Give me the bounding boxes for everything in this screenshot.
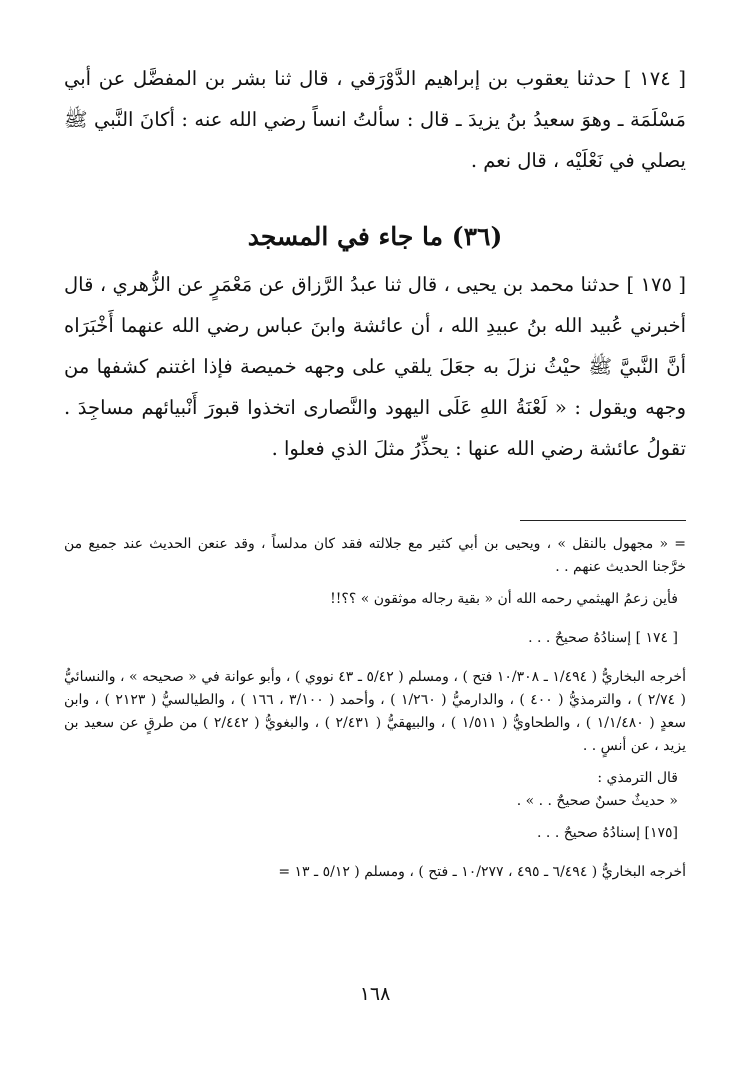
footnote-tirmidhi-label: قال الترمذي : xyxy=(597,770,678,786)
footnote-isnad-174: [ ١٧٤ ] إسنادُهُ صحيحٌ . . . xyxy=(528,630,678,646)
page-number: ١٦٨ xyxy=(359,983,391,1005)
footnote-takhrij-174: أخرجه البخاريُّ ( ١/٤٩٤ ـ ١٠/٣٠٨ فتح ) ، ومسلم ( ٥/٤٢ ـ ٤٣ نووي ) ، وأبو عوانة في « صحيحه » ، والنسائيُّ ( ٢/٧٤ ) ، والترمذيُّ ( ٤٠٠ ) ، والدارميُّ ( ١/٢٦٠ ) ، وأحمد ( ٣/١٠٠ ، ١٦٦ ) ، والطيالسيُّ ( ٢١٢٣ ) ، وابن سعدٍ ( ١/١/٤٨٠ ) ، والطحاويُّ ( ١/٥١١ ) ، والبيهقيُّ ( ٢/٤٣١ ) ، والبغويُّ ( ٢/٤٤٢ ) من طرقٍ عن سعيد بن يزيد ، عن أنسٍ . . xyxy=(64,669,687,754)
book-page xyxy=(64,0,686,1089)
footnote-isnad-175: [١٧٥] إسنادُهُ صحيحٌ . . . xyxy=(537,825,678,841)
footnote-haythami-note: فأين زعمُ الهيثمي رحمه الله أن « بقية رجاله موثقون » ؟؟!! xyxy=(330,591,678,607)
hadith-174: [ ١٧٤ ] حدثنا يعقوب بن إبراهيم الدَّوْرَقي ، قال ثنا بشر بن المفضَّل عن أبي مَسْلَمَة ـ وهوَ سعيدُ بنُ يزيدَ ـ قال : سألتُ انساً رضي الله عنه : أكانَ النَّبي ﷺ يصلي في نَعْلَيْه ، قال نعم . xyxy=(64,67,686,172)
hadith-175: [ ١٧٥ ] حدثنا محمد بن يحيى ، قال ثنا عبدُ الرَّزاق عن مَعْمَرٍ عن الزُّهري ، قال أخبرني عُبيد الله بنُ عبيدِ الله ، أن عائشة وابنَ عباس رضي الله عنهما أَخْبَرَاه أنَّ النَّبيَّ ﷺ حيْثُ نزلَ به جعَلَ يلقي على وجهه خميصة فإذا اغتنم كشفها من وجهه ويقول : « لَعْنَةُ اللهِ عَلَى اليهود والنَّصارى اتخذوا قبورَ أَنْبيائهم مساجِدَ . تقولُ عائشة رضي الله عنها : يحذِّرُ مثلَ الذي فعلوا . xyxy=(64,273,686,460)
section-heading: (٣٦) ما جاء في المسجد xyxy=(247,222,503,251)
footnote-tirmidhi-quote: « حديثٌ حسنٌ صحيحٌ . . » . xyxy=(516,793,678,809)
footnotes xyxy=(64,533,686,884)
footnote-divider xyxy=(520,520,686,521)
footnote-continuation: = « مجهول بالنقل » ، ويحيى بن أبي كثير مع جلالته فقد كان مدلساً ، وقد عنعن الحديث عند جميع من خرَّجنا الحديث عنهم . . xyxy=(64,536,686,575)
footnote-takhrij-175: أخرجه البخاريُّ ( ٦/٤٩٤ ـ ٤٩٥ ، ١٠/٢٧٧ ـ فتح ) ، ومسلم ( ٥/١٢ ـ ١٣ = xyxy=(278,864,686,880)
